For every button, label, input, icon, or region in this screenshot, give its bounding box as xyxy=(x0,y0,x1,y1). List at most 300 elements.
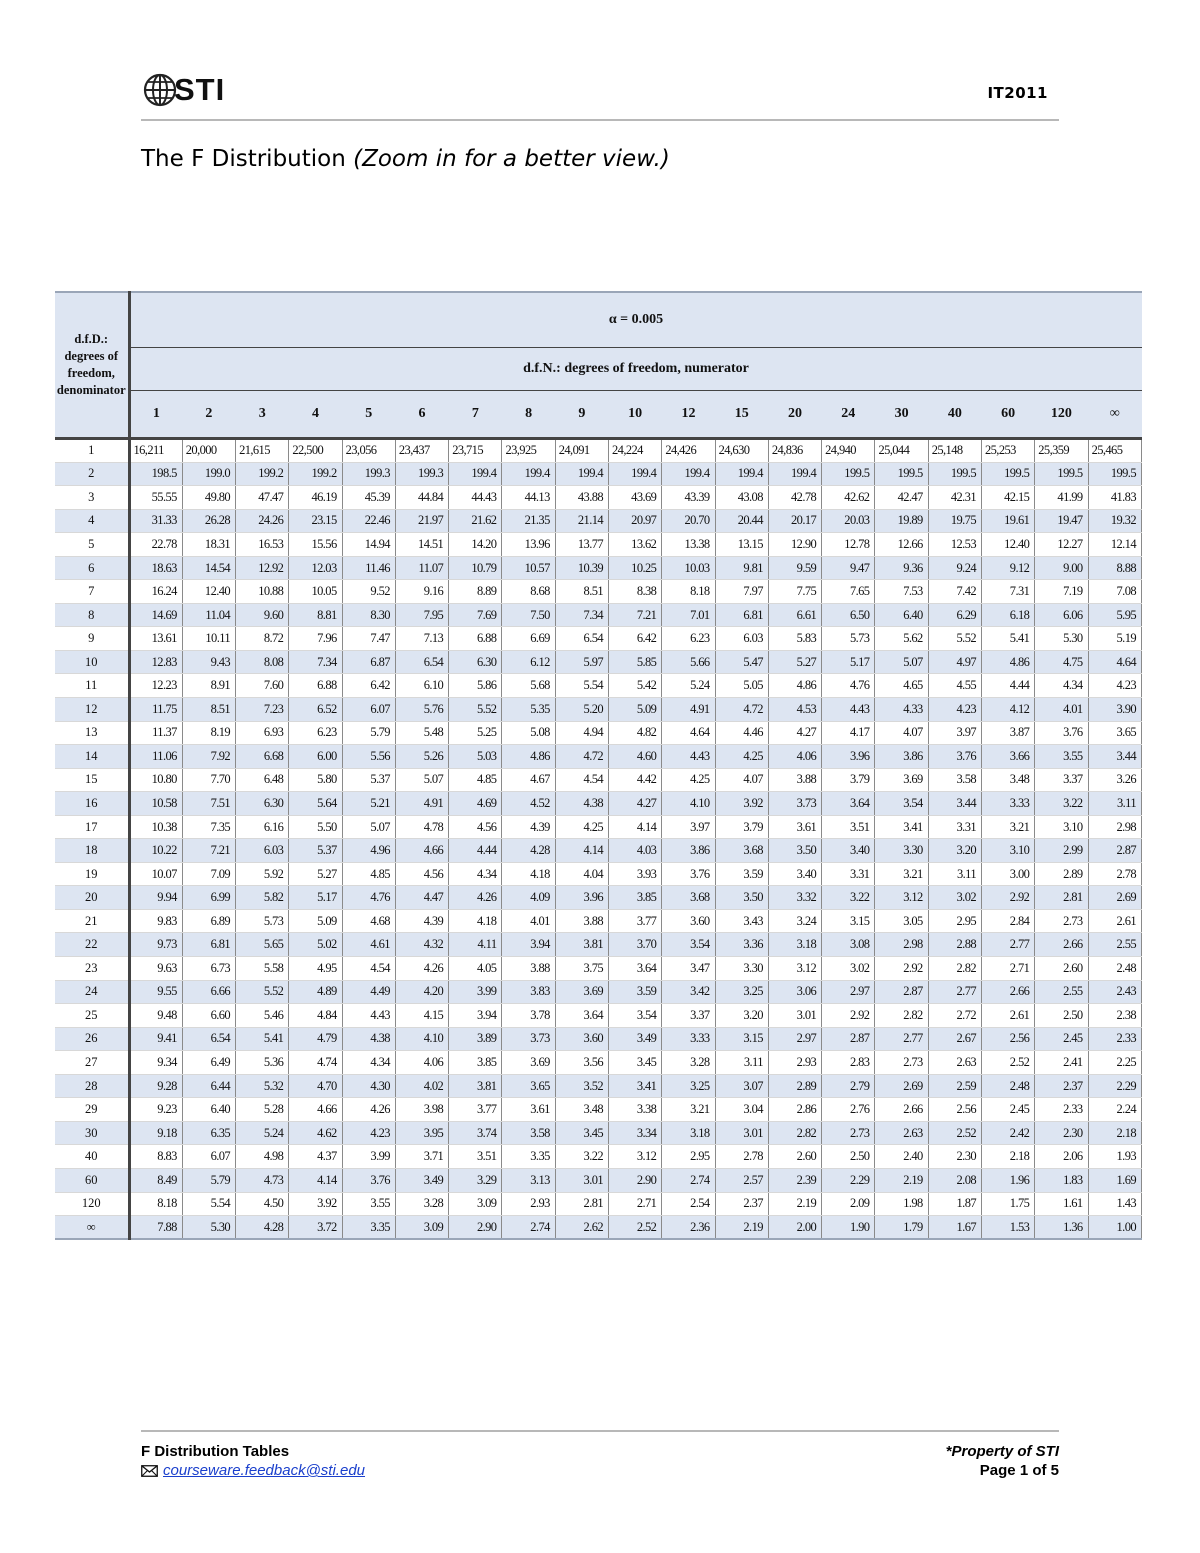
f-value-cell: 9.34 xyxy=(129,1051,182,1075)
f-value-cell: 16.24 xyxy=(129,580,182,604)
table-row xyxy=(55,1168,1142,1192)
numerator-df-header: 2 xyxy=(182,391,235,439)
f-value-cell: 4.10 xyxy=(395,1027,448,1051)
f-value-cell: 10.57 xyxy=(502,556,555,580)
f-value-cell: 3.58 xyxy=(502,1121,555,1145)
f-value-cell: 2.60 xyxy=(1035,957,1088,981)
f-value-cell: 2.57 xyxy=(715,1168,768,1192)
f-value-cell: 20.03 xyxy=(822,509,875,533)
f-value-cell: 4.37 xyxy=(289,1145,342,1169)
f-value-cell: 43.08 xyxy=(715,486,768,510)
f-value-cell: 18.63 xyxy=(129,556,182,580)
f-value-cell: 4.07 xyxy=(875,721,928,745)
f-value-cell: 4.53 xyxy=(768,698,821,722)
f-value-cell: 14.51 xyxy=(395,533,448,557)
f-value-cell: 3.01 xyxy=(715,1121,768,1145)
f-value-cell: 3.69 xyxy=(555,980,608,1004)
f-value-cell: 1.36 xyxy=(1035,1216,1088,1240)
f-value-cell: 4.32 xyxy=(395,933,448,957)
f-value-cell: 2.72 xyxy=(928,1004,981,1028)
f-value-cell: 4.89 xyxy=(289,980,342,1004)
f-value-cell: 6.44 xyxy=(182,1074,235,1098)
f-value-cell: 5.52 xyxy=(236,980,289,1004)
f-value-cell: 2.18 xyxy=(1088,1121,1141,1145)
f-value-cell: 4.85 xyxy=(449,768,502,792)
f-value-cell: 2.54 xyxy=(662,1192,715,1216)
f-value-cell: 47.47 xyxy=(236,486,289,510)
f-value-cell: 3.79 xyxy=(715,815,768,839)
f-value-cell: 3.50 xyxy=(768,839,821,863)
f-value-cell: 3.44 xyxy=(928,792,981,816)
f-value-cell: 2.71 xyxy=(982,957,1035,981)
f-value-cell: 21.62 xyxy=(449,509,502,533)
numerator-df-header: 24 xyxy=(822,391,875,439)
f-value-cell: 14.54 xyxy=(182,556,235,580)
denominator-df-cell: 15 xyxy=(55,768,129,792)
f-value-cell: 4.26 xyxy=(449,886,502,910)
f-value-cell: 5.97 xyxy=(555,650,608,674)
f-value-cell: 2.50 xyxy=(822,1145,875,1169)
f-value-cell: 5.03 xyxy=(449,745,502,769)
numerator-df-header: 9 xyxy=(555,391,608,439)
alpha-header: α = 0.005 xyxy=(129,292,1142,348)
f-value-cell: 18.31 xyxy=(182,533,235,557)
f-value-cell: 4.01 xyxy=(1035,698,1088,722)
f-value-cell: 4.26 xyxy=(395,957,448,981)
f-value-cell: 1.75 xyxy=(982,1192,1035,1216)
f-value-cell: 2.48 xyxy=(1088,957,1141,981)
f-value-cell: 4.06 xyxy=(768,745,821,769)
f-value-cell: 2.92 xyxy=(822,1004,875,1028)
f-value-cell: 26.28 xyxy=(182,509,235,533)
f-value-cell: 2.66 xyxy=(875,1098,928,1122)
f-value-cell: 3.00 xyxy=(982,862,1035,886)
f-value-cell: 5.24 xyxy=(662,674,715,698)
f-value-cell: 7.96 xyxy=(289,627,342,651)
f-value-cell: 25,148 xyxy=(928,439,981,463)
f-value-cell: 2.39 xyxy=(768,1168,821,1192)
f-value-cell: 2.84 xyxy=(982,909,1035,933)
f-value-cell: 4.23 xyxy=(928,698,981,722)
numerator-df-header: 12 xyxy=(662,391,715,439)
numerator-df-header: 8 xyxy=(502,391,555,439)
f-value-cell: 3.08 xyxy=(822,933,875,957)
f-value-cell: 6.30 xyxy=(236,792,289,816)
f-value-cell: 6.87 xyxy=(342,650,395,674)
table-row xyxy=(55,1098,1142,1122)
f-value-cell: 9.59 xyxy=(768,556,821,580)
f-value-cell: 3.07 xyxy=(715,1074,768,1098)
f-value-cell: 1.96 xyxy=(982,1168,1035,1192)
f-value-cell: 20.70 xyxy=(662,509,715,533)
f-value-cell: 2.52 xyxy=(982,1051,1035,1075)
f-value-cell: 6.50 xyxy=(822,603,875,627)
f-value-cell: 2.06 xyxy=(1035,1145,1088,1169)
f-value-cell: 43.69 xyxy=(609,486,662,510)
f-value-cell: 2.82 xyxy=(928,957,981,981)
f-value-cell: 42.78 xyxy=(768,486,821,510)
f-value-cell: 3.71 xyxy=(395,1145,448,1169)
f-value-cell: 49.80 xyxy=(182,486,235,510)
f-value-cell: 3.32 xyxy=(768,886,821,910)
f-value-cell: 6.29 xyxy=(928,603,981,627)
f-value-cell: 1.43 xyxy=(1088,1192,1141,1216)
f-value-cell: 9.73 xyxy=(129,933,182,957)
f-value-cell: 199.3 xyxy=(342,462,395,486)
f-value-cell: 6.81 xyxy=(182,933,235,957)
f-value-cell: 3.76 xyxy=(342,1168,395,1192)
f-value-cell: 2.87 xyxy=(822,1027,875,1051)
denominator-df-cell: 14 xyxy=(55,745,129,769)
f-value-cell: 6.89 xyxy=(182,909,235,933)
f-value-cell: 3.76 xyxy=(662,862,715,886)
f-value-cell: 41.83 xyxy=(1088,486,1141,510)
f-value-cell: 4.25 xyxy=(555,815,608,839)
denominator-df-cell: 28 xyxy=(55,1074,129,1098)
f-value-cell: 6.60 xyxy=(182,1004,235,1028)
f-value-cell: 10.79 xyxy=(449,556,502,580)
f-value-cell: 3.60 xyxy=(662,909,715,933)
f-value-cell: 5.58 xyxy=(236,957,289,981)
f-value-cell: 2.74 xyxy=(502,1216,555,1240)
f-value-cell: 3.06 xyxy=(768,980,821,1004)
f-value-cell: 4.38 xyxy=(342,1027,395,1051)
property-notice: *Property of STI xyxy=(945,1443,1059,1460)
f-value-cell: 199.4 xyxy=(715,462,768,486)
f-value-cell: 2.83 xyxy=(822,1051,875,1075)
f-value-cell: 3.02 xyxy=(822,957,875,981)
f-value-cell: 3.48 xyxy=(555,1098,608,1122)
denominator-df-cell: 19 xyxy=(55,862,129,886)
f-value-cell: 4.86 xyxy=(502,745,555,769)
f-value-cell: 3.28 xyxy=(662,1051,715,1075)
numerator-df-header: 4 xyxy=(289,391,342,439)
f-value-cell: 1.83 xyxy=(1035,1168,1088,1192)
f-value-cell: 4.95 xyxy=(289,957,342,981)
f-value-cell: 3.97 xyxy=(662,815,715,839)
f-value-cell: 199.4 xyxy=(662,462,715,486)
f-value-cell: 5.80 xyxy=(289,768,342,792)
f-value-cell: 3.54 xyxy=(875,792,928,816)
f-value-cell: 4.14 xyxy=(555,839,608,863)
f-value-cell: 5.17 xyxy=(289,886,342,910)
f-value-cell: 3.11 xyxy=(928,862,981,886)
f-value-cell: 3.86 xyxy=(662,839,715,863)
f-value-cell: 3.18 xyxy=(768,933,821,957)
numerator-df-header: 40 xyxy=(928,391,981,439)
f-value-cell: 21,615 xyxy=(236,439,289,463)
f-value-cell: 3.45 xyxy=(609,1051,662,1075)
f-value-cell: 21.97 xyxy=(395,509,448,533)
footer-email-line xyxy=(141,1461,365,1480)
f-value-cell: 2.37 xyxy=(715,1192,768,1216)
f-value-cell: 2.88 xyxy=(928,933,981,957)
f-value-cell: 12.40 xyxy=(982,533,1035,557)
denominator-df-cell: 40 xyxy=(55,1145,129,1169)
table-row xyxy=(55,957,1142,981)
f-value-cell: 4.23 xyxy=(1088,674,1141,698)
f-value-cell: 2.76 xyxy=(822,1098,875,1122)
dfd-header xyxy=(55,292,129,439)
f-value-cell: 5.08 xyxy=(502,721,555,745)
table-row xyxy=(55,1027,1142,1051)
f-value-cell: 3.54 xyxy=(662,933,715,957)
f-value-cell: 5.25 xyxy=(449,721,502,745)
f-value-cell: 8.91 xyxy=(182,674,235,698)
f-value-cell: 6.93 xyxy=(236,721,289,745)
f-value-cell: 6.03 xyxy=(236,839,289,863)
f-value-cell: 4.82 xyxy=(609,721,662,745)
f-value-cell: 4.14 xyxy=(289,1168,342,1192)
f-value-cell: 9.12 xyxy=(982,556,1035,580)
table-row xyxy=(55,556,1142,580)
f-value-cell: 9.16 xyxy=(395,580,448,604)
f-value-cell: 4.50 xyxy=(236,1192,289,1216)
f-value-cell: 3.31 xyxy=(928,815,981,839)
f-value-cell: 4.07 xyxy=(715,768,768,792)
f-value-cell: 12.92 xyxy=(236,556,289,580)
f-value-cell: 5.41 xyxy=(236,1027,289,1051)
f-value-cell: 2.55 xyxy=(1088,933,1141,957)
f-value-cell: 8.81 xyxy=(289,603,342,627)
f-value-cell: 25,044 xyxy=(875,439,928,463)
f-value-cell: 3.30 xyxy=(875,839,928,863)
f-value-cell: 5.79 xyxy=(342,721,395,745)
f-value-cell: 2.95 xyxy=(662,1145,715,1169)
f-value-cell: 4.25 xyxy=(662,768,715,792)
f-value-cell: 43.88 xyxy=(555,486,608,510)
f-value-cell: 2.92 xyxy=(982,886,1035,910)
f-value-cell: 1.53 xyxy=(982,1216,1035,1240)
f-value-cell: 7.08 xyxy=(1088,580,1141,604)
f-value-cell: 8.19 xyxy=(182,721,235,745)
numerator-header-row xyxy=(55,391,1142,439)
f-value-cell: 4.10 xyxy=(662,792,715,816)
denominator-df-cell: 6 xyxy=(55,556,129,580)
f-value-cell: 3.55 xyxy=(342,1192,395,1216)
f-value-cell: 3.43 xyxy=(715,909,768,933)
table-row xyxy=(55,768,1142,792)
f-value-cell: 199.4 xyxy=(768,462,821,486)
f-value-cell: 2.19 xyxy=(875,1168,928,1192)
f-value-cell: 5.07 xyxy=(342,815,395,839)
f-value-cell: 10.05 xyxy=(289,580,342,604)
denominator-df-cell: 1 xyxy=(55,439,129,463)
denominator-df-cell: 30 xyxy=(55,1121,129,1145)
f-value-cell: 4.78 xyxy=(395,815,448,839)
table-row xyxy=(55,1192,1142,1216)
f-value-cell: 3.09 xyxy=(395,1216,448,1240)
f-value-cell: 199.4 xyxy=(449,462,502,486)
f-value-cell: 2.63 xyxy=(875,1121,928,1145)
table-row xyxy=(55,509,1142,533)
f-value-cell: 3.10 xyxy=(982,839,1035,863)
f-value-cell: 3.55 xyxy=(1035,745,1088,769)
f-value-cell: 3.01 xyxy=(555,1168,608,1192)
f-value-cell: 4.52 xyxy=(502,792,555,816)
f-value-cell: 2.30 xyxy=(928,1145,981,1169)
f-value-cell: 4.67 xyxy=(502,768,555,792)
f-value-cell: 4.54 xyxy=(342,957,395,981)
f-value-cell: 6.54 xyxy=(555,627,608,651)
f-value-cell: 8.49 xyxy=(129,1168,182,1192)
f-value-cell: 31.33 xyxy=(129,509,182,533)
f-value-cell: 2.61 xyxy=(982,1004,1035,1028)
f-value-cell: 4.97 xyxy=(928,650,981,674)
f-value-cell: 3.90 xyxy=(1088,698,1141,722)
f-value-cell: 3.92 xyxy=(715,792,768,816)
f-value-cell: 6.23 xyxy=(662,627,715,651)
f-value-cell: 3.88 xyxy=(555,909,608,933)
f-value-cell: 4.68 xyxy=(342,909,395,933)
table-row xyxy=(55,1216,1142,1240)
numerator-df-header: 7 xyxy=(449,391,502,439)
table-row xyxy=(55,980,1142,1004)
f-value-cell: 7.35 xyxy=(182,815,235,839)
f-value-cell: 5.30 xyxy=(1035,627,1088,651)
table-body xyxy=(55,439,1142,1240)
f-value-cell: 5.62 xyxy=(875,627,928,651)
f-value-cell: 5.05 xyxy=(715,674,768,698)
f-value-cell: 1.98 xyxy=(875,1192,928,1216)
f-value-cell: 3.77 xyxy=(449,1098,502,1122)
f-value-cell: 8.18 xyxy=(662,580,715,604)
f-value-cell: 7.19 xyxy=(1035,580,1088,604)
f-value-cell: 4.64 xyxy=(1088,650,1141,674)
f-value-cell: 199.5 xyxy=(1035,462,1088,486)
f-value-cell: 42.62 xyxy=(822,486,875,510)
f-value-cell: 4.74 xyxy=(289,1051,342,1075)
f-value-cell: 2.89 xyxy=(1035,862,1088,886)
f-value-cell: 3.52 xyxy=(555,1074,608,1098)
f-value-cell: 24,224 xyxy=(609,439,662,463)
f-value-cell: 4.34 xyxy=(342,1051,395,1075)
f-value-cell: 3.15 xyxy=(822,909,875,933)
f-value-cell: 3.12 xyxy=(768,957,821,981)
f-value-cell: 3.44 xyxy=(1088,745,1141,769)
f-value-cell: 3.97 xyxy=(928,721,981,745)
f-value-cell: 4.27 xyxy=(609,792,662,816)
f-value-cell: 2.66 xyxy=(982,980,1035,1004)
f-value-cell: 7.50 xyxy=(502,603,555,627)
f-value-cell: 11.07 xyxy=(395,556,448,580)
f-value-cell: 3.21 xyxy=(662,1098,715,1122)
f-value-cell: 5.68 xyxy=(502,674,555,698)
f-value-cell: 2.87 xyxy=(1088,839,1141,863)
f-value-cell: 3.79 xyxy=(822,768,875,792)
f-value-cell: 2.60 xyxy=(768,1145,821,1169)
f-value-cell: 4.84 xyxy=(289,1004,342,1028)
f-value-cell: 12.27 xyxy=(1035,533,1088,557)
f-value-cell: 11.04 xyxy=(182,603,235,627)
f-value-cell: 19.32 xyxy=(1088,509,1141,533)
denominator-df-cell: 8 xyxy=(55,603,129,627)
f-value-cell: 4.64 xyxy=(662,721,715,745)
f-value-cell: 3.58 xyxy=(928,768,981,792)
f-value-cell: 2.79 xyxy=(822,1074,875,1098)
f-value-cell: 21.14 xyxy=(555,509,608,533)
f-value-cell: 5.36 xyxy=(236,1051,289,1075)
f-value-cell: 13.61 xyxy=(129,627,182,651)
f-value-cell: 3.12 xyxy=(875,886,928,910)
f-value-cell: 5.79 xyxy=(182,1168,235,1192)
f-value-cell: 2.90 xyxy=(609,1168,662,1192)
f-value-cell: 12.23 xyxy=(129,674,182,698)
f-value-cell: 2.78 xyxy=(1088,862,1141,886)
f-value-cell: 7.01 xyxy=(662,603,715,627)
f-value-cell: 5.65 xyxy=(236,933,289,957)
f-value-cell: 6.40 xyxy=(182,1098,235,1122)
f-value-cell: 4.98 xyxy=(236,1145,289,1169)
denominator-df-cell: 10 xyxy=(55,650,129,674)
f-value-cell: 4.96 xyxy=(342,839,395,863)
table-row xyxy=(55,792,1142,816)
f-value-cell: 5.07 xyxy=(875,650,928,674)
f-value-cell: 3.49 xyxy=(395,1168,448,1192)
f-value-cell: 2.33 xyxy=(1088,1027,1141,1051)
f-value-cell: 25,465 xyxy=(1088,439,1141,463)
f-value-cell: 3.41 xyxy=(875,815,928,839)
f-value-cell: 3.88 xyxy=(768,768,821,792)
f-value-cell: 3.31 xyxy=(822,862,875,886)
f-value-cell: 3.60 xyxy=(555,1027,608,1051)
f-value-cell: 3.74 xyxy=(449,1121,502,1145)
f-value-cell: 3.37 xyxy=(662,1004,715,1028)
f-value-cell: 4.66 xyxy=(395,839,448,863)
f-value-cell: 4.27 xyxy=(768,721,821,745)
f-value-cell: 2.93 xyxy=(768,1051,821,1075)
numerator-df-header: 20 xyxy=(768,391,821,439)
f-value-cell: 2.86 xyxy=(768,1098,821,1122)
f-value-cell: 9.52 xyxy=(342,580,395,604)
f-value-cell: 5.54 xyxy=(555,674,608,698)
f-value-cell: 3.86 xyxy=(875,745,928,769)
f-value-cell: 6.68 xyxy=(236,745,289,769)
f-value-cell: 199.3 xyxy=(395,462,448,486)
f-value-cell: 3.69 xyxy=(502,1051,555,1075)
f-value-cell: 13.15 xyxy=(715,533,768,557)
f-value-cell: 4.43 xyxy=(342,1004,395,1028)
f-value-cell: 2.33 xyxy=(1035,1098,1088,1122)
f-value-cell: 10.03 xyxy=(662,556,715,580)
f-value-cell: 4.23 xyxy=(342,1121,395,1145)
f-value-cell: 3.68 xyxy=(715,839,768,863)
f-value-cell: 7.23 xyxy=(236,698,289,722)
f-value-cell: 3.38 xyxy=(609,1098,662,1122)
f-value-cell: 6.52 xyxy=(289,698,342,722)
feedback-email-link[interactable]: courseware.feedback@sti.edu xyxy=(163,1462,366,1479)
f-distribution-table-container xyxy=(55,291,1142,1240)
f-value-cell: 41.99 xyxy=(1035,486,1088,510)
f-value-cell: 2.90 xyxy=(449,1216,502,1240)
f-value-cell: 7.95 xyxy=(395,603,448,627)
f-value-cell: 5.52 xyxy=(928,627,981,651)
f-value-cell: 5.95 xyxy=(1088,603,1141,627)
denominator-df-cell: 5 xyxy=(55,533,129,557)
f-value-cell: 19.75 xyxy=(928,509,981,533)
f-value-cell: 2.48 xyxy=(982,1074,1035,1098)
denominator-df-cell: 3 xyxy=(55,486,129,510)
f-value-cell: 3.20 xyxy=(928,839,981,863)
f-value-cell: 3.12 xyxy=(609,1145,662,1169)
f-value-cell: 5.86 xyxy=(449,674,502,698)
table-row xyxy=(55,439,1142,463)
f-value-cell: 3.78 xyxy=(502,1004,555,1028)
f-value-cell: 4.17 xyxy=(822,721,875,745)
f-value-cell: 9.36 xyxy=(875,556,928,580)
f-value-cell: 23,437 xyxy=(395,439,448,463)
f-value-cell: 24,836 xyxy=(768,439,821,463)
